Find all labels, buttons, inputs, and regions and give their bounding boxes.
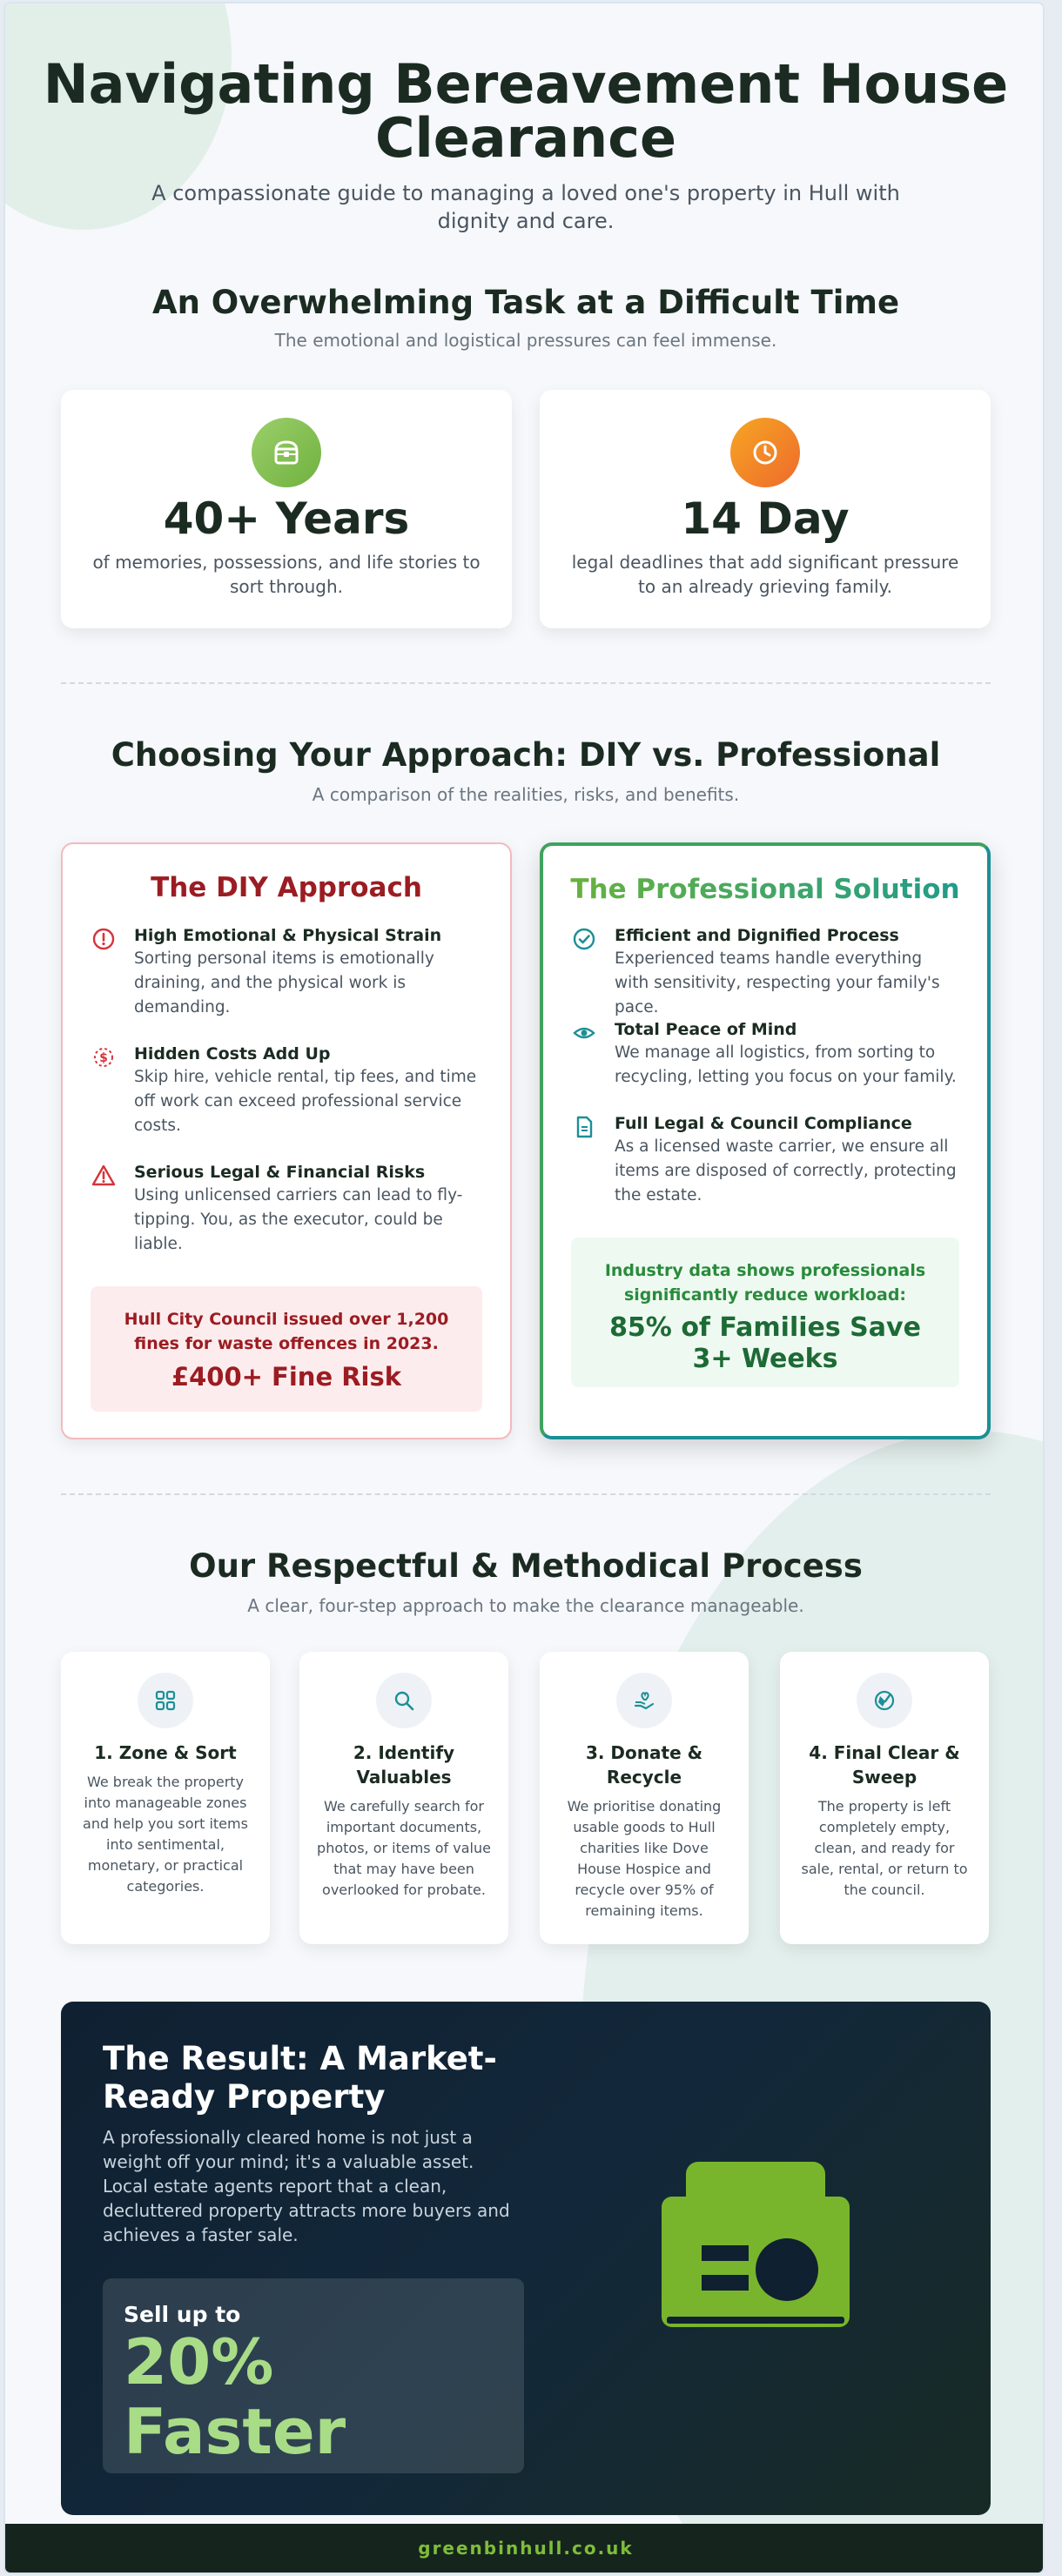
footer-url[interactable]: greenbinhull.co.uk (5, 2524, 1045, 2573)
section-subtitle-overwhelming: The emotional and logistical pressures can feel immense. (274, 330, 777, 351)
diy-card-title: The DIY Approach (151, 872, 422, 903)
exclamation-circle-icon (91, 926, 117, 952)
diy-callout (91, 1286, 482, 1412)
sign-board-icon (662, 2162, 850, 2336)
document-icon (571, 1114, 597, 1140)
search-icon (376, 1673, 432, 1728)
diy-item (91, 1043, 484, 1138)
process-step-card (61, 1652, 270, 1944)
broom-icon (857, 1673, 912, 1728)
diy-item-desc: Skip hire, vehicle rental, tip fees, and time off work can exceed professional service costs. (134, 1068, 477, 1135)
infographic-page (3, 2, 1045, 2574)
check-circle-icon (571, 926, 597, 952)
stat-label: of memories, possessions, and life stories to sort through. (92, 552, 481, 597)
result-panel (61, 2002, 991, 2515)
pro-item-desc: We manage all logistics, from sorting to recycling, letting you focus on your family. (615, 1043, 957, 1086)
step-desc: The property is left completely empty, clean, and ready for sale, rental, or return to the council. (801, 1798, 968, 1898)
page-subtitle: A compassionate guide to managing a loved one's property in Hull with dignity and care. (151, 181, 900, 233)
section-subtitle-process: A clear, four-step approach to make the clearance manageable. (247, 1595, 804, 1616)
pro-item-desc: As a licensed waste carrier, we ensure all items are disposed of correctly, protecting the estate. (615, 1137, 957, 1204)
stat-label: legal deadlines that add significant pressure to an already grieving family. (571, 552, 959, 597)
diy-item-desc: Using unlicensed carriers can lead to fly-tipping. You, as the executor, could be liable. (134, 1186, 463, 1253)
diy-item-title: Serious Legal & Financial Risks (134, 1163, 426, 1182)
pro-item (571, 924, 961, 1020)
svg-text:$: $ (99, 1051, 108, 1065)
pro-callout-value: 85% of Families Save 3+ Weeks (609, 1312, 921, 1374)
pro-item-title: Full Legal & Council Compliance (615, 1114, 912, 1133)
result-highlight-value: 20% Faster (124, 2325, 346, 2468)
eye-icon (571, 1020, 597, 1046)
section-divider (61, 1493, 991, 1495)
step-desc: We break the property into manageable zones and help you sort items into sentimental, monetary, or practical categories. (83, 1774, 248, 1895)
result-highlight-box (103, 2278, 524, 2473)
pro-callout (571, 1238, 959, 1387)
pro-callout-text: Industry data shows professionals significantly reduce workload: (604, 1261, 926, 1305)
diy-item-title: High Emotional & Physical Strain (134, 926, 442, 945)
stat-card-years (61, 390, 512, 628)
pro-item-desc: Experienced teams handle everything with sensitivity, respecting your family's pace. (615, 949, 940, 1016)
warning-triangle-icon (91, 1163, 117, 1189)
step-desc: We prioritise donating usable goods to Hull charities like Dove House Hospice and recycle over 95% of remaining items. (567, 1798, 722, 1919)
dollar-icon (91, 1044, 117, 1070)
pro-item-title: Efficient and Dignified Process (615, 926, 899, 945)
stat-card-days (540, 390, 991, 628)
grid-icon (138, 1673, 193, 1728)
step-title: 1. Zone & Sort (94, 1742, 237, 1763)
process-step-card (780, 1652, 989, 1944)
process-step-card (299, 1652, 508, 1944)
diy-callout-value: £400+ Fine Risk (171, 1362, 402, 1392)
diy-item-title: Hidden Costs Add Up (134, 1044, 331, 1063)
section-divider (61, 682, 991, 684)
treasure-chest-icon (252, 418, 321, 487)
pro-item (571, 1018, 961, 1090)
section-subtitle-comparison: A comparison of the realities, risks, and benefits. (312, 784, 740, 805)
step-title: 4. Final Clear & Sweep (809, 1742, 960, 1788)
pro-item (571, 1112, 961, 1208)
clock-icon (730, 418, 800, 487)
pro-item-title: Total Peace of Mind (615, 1020, 797, 1039)
stat-value: 14 Day (681, 493, 850, 544)
result-highlight-label: Sell up to (124, 2302, 241, 2327)
diy-item (91, 924, 484, 1020)
step-desc: We carefully search for important documents, photos, or items of value that may have been overlooked for probate. (317, 1798, 491, 1898)
diy-item (91, 1161, 484, 1257)
diy-item-desc: Sorting personal items is emotionally draining, and the physical work is demanding. (134, 949, 434, 1016)
page-title: Navigating Bereavement House Clearance (43, 52, 1009, 170)
professional-solution-card (540, 842, 991, 1439)
step-title: 2. Identify Valuables (353, 1742, 455, 1788)
donate-hand-icon (616, 1673, 672, 1728)
result-title: The Result: A Market-Ready Property (103, 2040, 497, 2116)
section-title-comparison: Choosing Your Approach: DIY vs. Professional (111, 736, 941, 774)
pro-card-title: The Professional Solution (543, 872, 987, 907)
diy-approach-card (61, 842, 512, 1439)
section-title-process: Our Respectful & Methodical Process (189, 1547, 863, 1585)
stat-value: 40+ Years (163, 493, 410, 544)
step-title: 3. Donate & Recycle (585, 1742, 703, 1788)
diy-callout-text: Hull City Council issued over 1,200 fines for waste offences in 2023. (124, 1310, 449, 1353)
process-step-card (540, 1652, 749, 1944)
result-desc: A professionally cleared home is not just a weight off your mind; it's a valuable asset. Local estate agents report that a clean, decluttered property attracts more buyers and achieves a faster sale. (103, 2127, 510, 2245)
section-title-overwhelming: An Overwhelming Task at a Difficult Time (151, 284, 900, 321)
